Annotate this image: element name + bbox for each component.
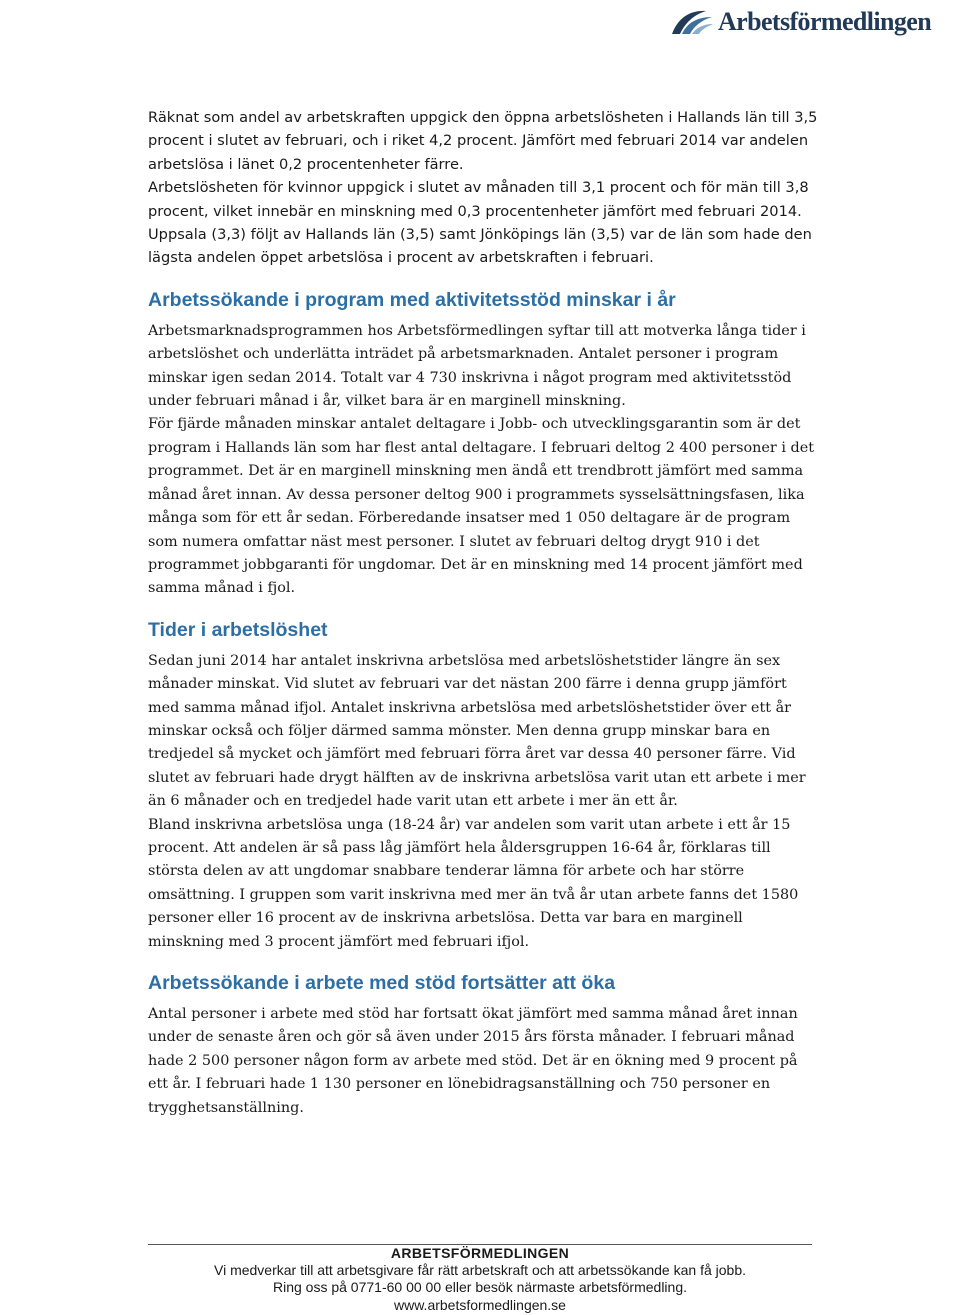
body-paragraph: För fjärde månaden minskar antalet deltagare i Jobb- och utvecklingsgarantin som är det program i Hallands län som har flest antal deltagare. I februari deltog 2 400 personer i det programmet. Det är en marginell minskning men ändå ett trendbrott jämfört med samma månad året innan. Av dessa personer deltog 900 i programmets sysselsättningsfasen, lika många som för ett år sedan. Förberedande insatser med 1 050 deltagare är de program som numera omfattar näst mest personer. I slutet av februari deltog drygt 910 i det programmet jobbgaranti för ungdomar. Det är en minskning med 14 procent jämfört med samma månad i fjol.	[148, 416, 815, 597]
intro-paragraph: Uppsala (3,3) följt av Hallands län (3,5) samt Jönköpings län (3,5) var de län som hade den lägsta andelen öppet arbetslösa i procent av arbetskraften i februari.	[148, 226, 812, 267]
body-paragraph: Antal personer i arbete med stöd har fortsatt ökat jämfört med samma månad året innan under de senaste åren och gör så även under 2015 års första månader. I februari månad hade 2 500 personer någon form av arbete med stöd. Det är en ökning med 9 procent på ett år. I februari hade 1 130 personer en lönebidragsanställning och 750 personer en trygghetsanställning.	[148, 1006, 798, 1116]
section-heading: Arbetssökande i arbete med stöd fortsätter att öka	[148, 972, 616, 994]
arbetsformedlingen-logo	[670, 4, 955, 40]
body-paragraph: Arbetsmarknadsprogrammen hos Arbetsförmedlingen syftar till att motverka långa tider i arbetslöshet och underlätta inträdet på arbetsmarknaden. Antalet personer i program minskar igen sedan 2014. Totalt var 4 730 inskrivna i något program med aktivitetsstöd under februari månad i år, vilket bara är en marginell minskning.	[148, 322, 806, 410]
footer-contact: Ring oss på 0771-60 00 00 eller besök närmaste arbetsförmedling.	[272, 1279, 688, 1296]
page-footer	[0, 1245, 960, 1314]
footer-org-name: ARBETSFÖRMEDLINGEN	[390, 1245, 570, 1261]
supported-work-section	[148, 970, 820, 1120]
document-body	[148, 106, 820, 1120]
program-section	[148, 287, 820, 601]
intro-paragraph: Arbetslösheten för kvinnor uppgick i slutet av månaden till 3,1 procent och för män till 3,8 procent, vilket innebär en minskning med 0,3 procentenheter jämfört med februari 2014.	[148, 179, 809, 220]
intro-paragraph: Räknat som andel av arbetskraften uppgick den öppna arbetslösheten i Hallands län till 3,5 procent i slutet av februari, och i riket 4,2 procent. Jämfört med februari 2014 var andelen arbetslösa i länet 0,2 procentenheter färre.	[148, 109, 818, 173]
unemployment-duration-section	[148, 617, 820, 954]
intro-section	[148, 106, 820, 270]
body-paragraph: Sedan juni 2014 har antalet inskrivna arbetslösa med arbetslöshetstider längre än sex månader minskat. Vid slutet av februari var det nästan 200 färre i denna grupp jämfört med samma månad ifjol. Antalet inskrivna arbetslösa med arbetslöshetstider över ett år minskar också och följer därmed samma mönster. Men denna grupp minskar bara en tredjedel så mycket och jämfört med februari förra året var dessa 40 personer färre. Vid slutet av februari hade drygt hälften av de inskrivna arbetslösa varit utan ett arbete i mer än 6 månader och en tredjedel hade varit utan ett arbete i mer än ett år.	[148, 652, 806, 810]
section-heading: Tider i arbetslöshet	[148, 618, 328, 641]
body-paragraph: Bland inskrivna arbetslösa unga (18-24 år) var andelen som varit utan arbete i ett år 15 procent. Att andelen är så pass låg jämfört hela åldersgruppen 16-64 år, förklaras till största delen av att ungdomar snabbare tenderar lämna för arbete och har större omsättning. I gruppen som varit inskrivna med mer än två år utan arbete fanns det 1580 personer eller 16 procent av de inskrivna arbetslösa. Detta var bara en marginell minskning med 3 procent jämfört med februari ifjol.	[148, 816, 799, 950]
section-heading: Arbetssökande i program med aktivitetsstöd minskar i år	[148, 288, 676, 311]
footer-website-link[interactable]: www.arbetsformedlingen.se	[394, 1296, 566, 1313]
logo-wordmark: Arbetsförmedlingen	[718, 7, 932, 36]
footer-tagline: Vi medverkar till att arbetsgivare får rätt arbetskraft och att arbetssökande kan få jobb.	[213, 1262, 746, 1279]
logo-mark-icon	[670, 8, 714, 36]
